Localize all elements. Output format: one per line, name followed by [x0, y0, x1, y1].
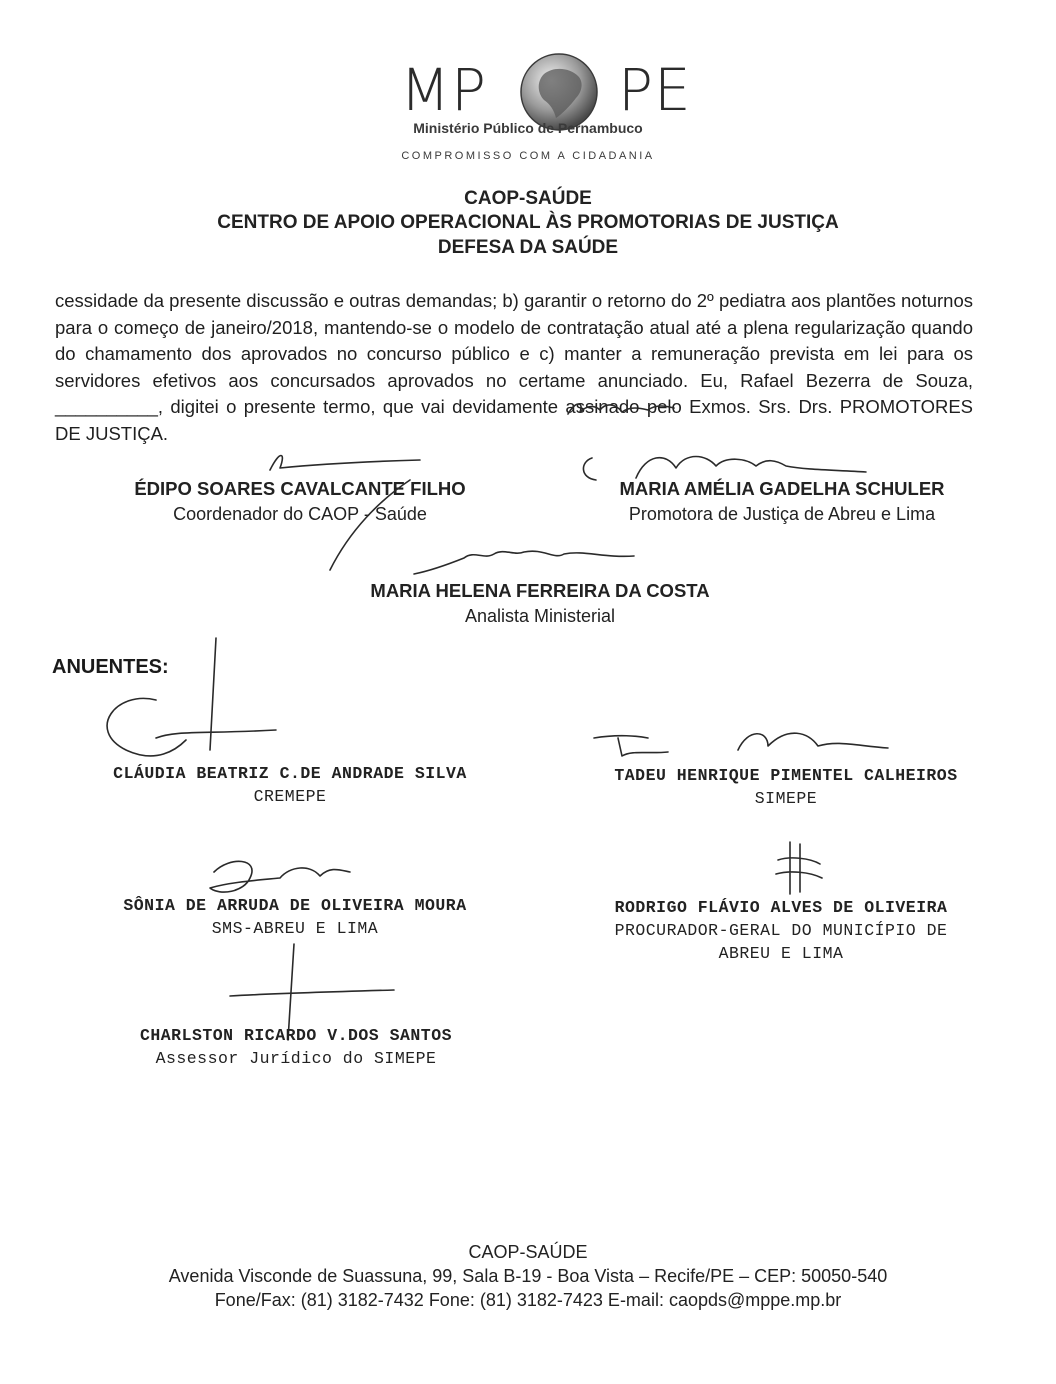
anuente-role-line2: ABREU E LIMA — [718, 944, 844, 963]
signature-anuente-4 — [760, 838, 840, 898]
logo-motto: COMPROMISSO COM A CIDADANIA — [401, 150, 655, 162]
header-line3: DEFESA DA SAÚDE — [437, 237, 619, 258]
anuente-role: CREMEPE — [253, 787, 327, 806]
signature-2 — [576, 448, 876, 508]
footer-address: Avenida Visconde de Suassuna, 99, Sala B-19 - Boa Vista – Recife/PE – CEP: 50050-540 — [168, 1266, 888, 1286]
signature-anuente-1 — [96, 630, 296, 770]
anuente-name: CLÁUDIA BEATRIZ C.DE ANDRADE SILVA — [113, 764, 467, 783]
anuente-1 — [60, 764, 520, 806]
signatory-name: MARIA HELENA FERREIRA DA COSTA — [370, 580, 710, 601]
body-paragraph: cessidade da presente discussão e outras demandas; b) garantir o retorno do 2º pediatra aos plantões noturnos para o começo de janeiro/2018, mantendo-se o modelo de contratação atual até a plena regularização quando do chamamento dos aprovados no concurso público e c) manter a remuneração prevista em lei para os servidores efetivos aos concursados aprovados no certame anunciado. Eu, Rafael Bezerra de Souza, __________, digitei o presente termo, que vai devidamente assinado pelo Exmos. Srs. Drs. PROMOTORES DE JUSTIÇA. — [55, 290, 973, 444]
anuente-role: SMS-ABREU E LIMA — [211, 919, 379, 938]
anuentes-label: ANUENTES: — [52, 656, 169, 678]
signatory-name: ÉDIPO SOARES CAVALCANTE FILHO — [134, 478, 466, 499]
anuente-name: TADEU HENRIQUE PIMENTEL CALHEIROS — [614, 766, 958, 785]
signatory-role: Analista Ministerial — [464, 606, 616, 626]
logo-left-text: MP — [400, 56, 488, 124]
anuente-3 — [60, 896, 530, 938]
footer-contact: Fone/Fax: (81) 3182-7432 Fone: (81) 3182-7423 E-mail: caopds@mppe.mp.br — [214, 1290, 842, 1310]
inline-signature — [566, 396, 678, 420]
header-line1: CAOP-SAÚDE — [464, 188, 592, 209]
signatory-role: Promotora de Justiça de Abreu e Lima — [628, 504, 936, 524]
header-line2: CENTRO DE APOIO OPERACIONAL ÀS PROMOTORIAS DE JUSTIÇA — [217, 212, 839, 233]
anuente-name: SÔNIA DE ARRUDA DE OLIVEIRA MOURA — [123, 896, 467, 915]
footer-line1: CAOP-SAÚDE — [468, 1242, 588, 1262]
anuente-name: CHARLSTON RICARDO V.DOS SANTOS — [139, 1026, 453, 1045]
anuente-5 — [96, 1026, 496, 1068]
signature-anuente-2 — [588, 720, 898, 770]
anuente-role: SIMEPE — [754, 789, 818, 808]
logo-subtitle: Ministério Público de Pernambuco — [413, 120, 643, 136]
anuente-name: RODRIGO FLÁVIO ALVES DE OLIVEIRA — [614, 898, 948, 917]
signature-3 — [404, 540, 654, 590]
anuente-4 — [556, 898, 1006, 963]
logo-right-text: PE — [618, 56, 692, 124]
signatory-name: MARIA AMÉLIA GADELHA SCHULER — [619, 478, 945, 499]
anuente-2 — [556, 766, 1016, 808]
anuente-role-line1: PROCURADOR-GERAL DO MUNICÍPIO DE — [614, 921, 948, 940]
anuente-role: Assessor Jurídico do SIMEPE — [155, 1049, 437, 1068]
signatory-role: Coordenador do CAOP - Saúde — [173, 504, 427, 524]
